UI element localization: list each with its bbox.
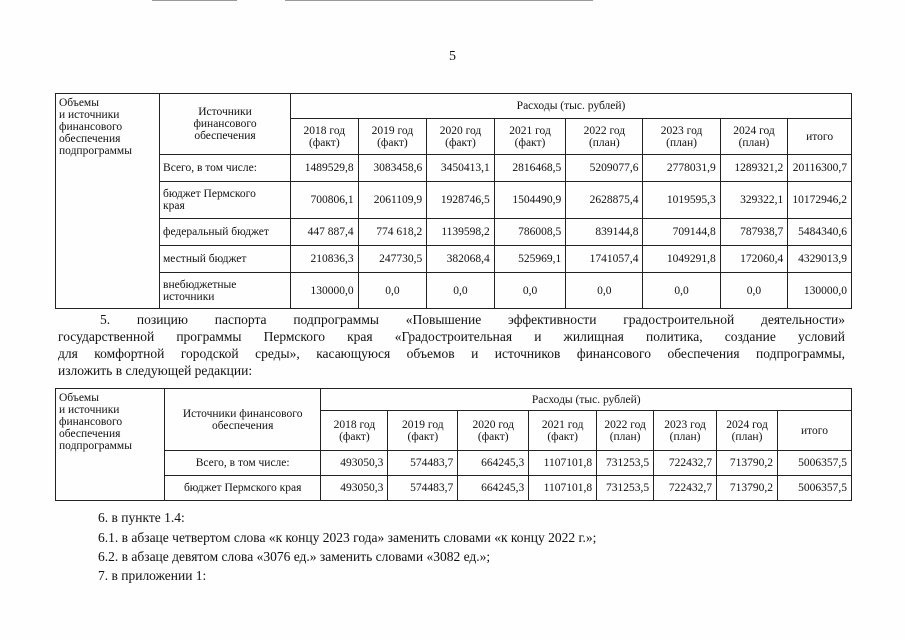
value-cell: 1504490,9 (494, 182, 565, 219)
value-cell: 1489529,8 (291, 155, 359, 182)
sources-header-line: финансового (193, 118, 257, 130)
page-number: 5 (449, 49, 456, 64)
sources-header-line: обеспечения (211, 419, 274, 432)
value-cell: 382068,4 (427, 246, 495, 273)
value-cell: 3450413,1 (427, 155, 495, 182)
table-row (56, 246, 852, 273)
table-label-line: Объемы (59, 392, 99, 404)
value-cell: 786008,5 (494, 219, 565, 246)
value-cell: 493050,3 (321, 451, 388, 476)
value-cell: 0,0 (566, 273, 643, 309)
table-label-line: и источники (59, 404, 120, 416)
row-source: внебюджетные источники (160, 273, 291, 309)
value-cell: 0,0 (643, 273, 720, 309)
value-cell: 1289321,2 (720, 155, 788, 182)
year-header: 2023 год (план) (643, 119, 720, 155)
table-row (56, 451, 852, 476)
value-cell: 5209077,6 (566, 155, 643, 182)
expenses-header: Расходы (тыс. рублей) (291, 94, 852, 119)
value-cell: 525969,1 (494, 246, 565, 273)
row-source: бюджет Пермского края (164, 476, 321, 501)
year-header: 2020 год (факт) (427, 119, 495, 155)
table-label-line: подпрограммы (59, 440, 132, 452)
year-header: 2020 год (факт) (458, 411, 529, 451)
value-cell: 1139598,2 (427, 219, 495, 246)
table-row (56, 273, 852, 309)
value-cell: 0,0 (720, 273, 788, 309)
table-label-line: обеспечения (59, 428, 121, 440)
year-header: 2021 год (факт) (494, 119, 565, 155)
total-cell: 4329013,9 (788, 246, 852, 273)
value-cell: 664245,3 (458, 451, 529, 476)
sources-header-line: обеспечения (194, 130, 256, 142)
value-cell: 2628875,4 (566, 182, 643, 219)
value-cell: 1741057,4 (566, 246, 643, 273)
year-header: 2021 год (факт) (529, 411, 597, 451)
value-cell: 722432,7 (654, 476, 717, 501)
value-cell: 574483,7 (388, 451, 458, 476)
value-cell: 172060,4 (720, 246, 788, 273)
table-row (56, 155, 852, 182)
value-cell: 0,0 (427, 273, 495, 309)
table-label-line: и источники (59, 109, 120, 121)
value-cell: 839144,8 (566, 219, 643, 246)
sources-header-line: Источники (198, 106, 252, 118)
value-cell: 130000,0 (291, 273, 359, 309)
value-cell: 713790,2 (717, 476, 778, 501)
item-6-2: 6.2. в абзаце девятом слова «3076 ед.» заменить словами «3082 ед.»; (98, 549, 491, 564)
sources-header (164, 389, 321, 451)
value-cell: 731253,5 (597, 451, 654, 476)
value-cell: 3083458,6 (358, 155, 427, 182)
paragraph-line: для комфортной городской среды», касающуюся объемов и источников финансового обеспечения подпрограммы, (58, 346, 845, 361)
year-header: 2019 год (факт) (358, 119, 427, 155)
row-source: Всего, в том числе: (160, 155, 291, 182)
value-cell: 0,0 (358, 273, 427, 309)
row-source: Всего, в том числе: (164, 451, 321, 476)
value-cell: 2061109,9 (358, 182, 427, 219)
item-6-1: 6.1. в абзаце четвертом слова «к концу 2023 года» заменить словами «к концу 2022 г.»; (98, 530, 597, 545)
item-7: 7. в приложении 1: (98, 568, 207, 583)
year-header: 2018 год (факт) (321, 411, 388, 451)
value-cell: 700806,1 (291, 182, 359, 219)
total-cell: 20116300,7 (788, 155, 852, 182)
value-cell: 709144,8 (643, 219, 720, 246)
value-cell: 210836,3 (291, 246, 359, 273)
year-header: 2022 год (план) (566, 119, 643, 155)
table-row (56, 219, 852, 246)
paragraph-5 (58, 311, 845, 379)
value-cell: 1928746,5 (427, 182, 495, 219)
table-row (56, 476, 852, 501)
row-source: федеральный бюджет (160, 219, 291, 246)
value-cell: 1049291,8 (643, 246, 720, 273)
total-cell: 5006357,5 (777, 476, 851, 501)
value-cell: 574483,7 (388, 476, 458, 501)
year-header: 2024 год (план) (720, 119, 788, 155)
total-cell: 5006357,5 (777, 451, 851, 476)
top-edge-line-right (285, 0, 593, 1)
value-cell: 1107101,8 (529, 451, 597, 476)
table-label-cell (56, 94, 160, 309)
total-header: итого (788, 119, 852, 155)
total-cell: 130000,0 (788, 273, 852, 309)
value-cell: 664245,3 (458, 476, 529, 501)
value-cell: 329322,1 (720, 182, 788, 219)
total-cell: 5484340,6 (788, 219, 852, 246)
paragraph-line: изложить в следующей редакции: (58, 363, 253, 378)
value-cell: 447 887,4 (291, 219, 359, 246)
item-6: 6. в пункте 1.4: (98, 510, 185, 525)
top-edge-line-left (152, 0, 237, 1)
value-cell: 2816468,5 (494, 155, 565, 182)
table-label-line: Объемы (59, 97, 99, 109)
value-cell: 1107101,8 (529, 476, 597, 501)
value-cell: 713790,2 (717, 451, 778, 476)
table-label-line: финансового (59, 416, 123, 428)
table-label-line: подпрограммы (59, 145, 132, 157)
table-label-line: финансового (59, 121, 123, 133)
funding-table-1 (55, 93, 852, 309)
year-header: 2019 год (факт) (388, 411, 458, 451)
row-source: местный бюджет (160, 246, 291, 273)
value-cell: 0,0 (494, 273, 565, 309)
table-row (56, 182, 852, 219)
table-label-cell (56, 389, 165, 501)
sources-header-line: Источники финансового (182, 407, 303, 420)
paragraph-line: государственной программы Пермского края «Градостроительная и жилищная политика, создание условий (58, 329, 845, 344)
value-cell: 774 618,2 (358, 219, 427, 246)
table-label-line: обеспечения (59, 133, 121, 145)
row-source: бюджет Пермского края (160, 182, 291, 219)
value-cell: 722432,7 (654, 451, 717, 476)
paragraph-line: 5. позицию паспорта подпрограммы «Повышение эффективности градостроительной деятельности» (100, 312, 845, 327)
funding-table-2 (55, 388, 852, 501)
year-header: 2018 год (факт) (291, 119, 359, 155)
sources-header (160, 94, 291, 155)
total-cell: 10172946,2 (788, 182, 852, 219)
value-cell: 1019595,3 (643, 182, 720, 219)
value-cell: 731253,5 (597, 476, 654, 501)
value-cell: 493050,3 (321, 476, 388, 501)
year-header: 2024 год (план) (717, 411, 778, 451)
year-header: 2022 год (план) (597, 411, 654, 451)
value-cell: 247730,5 (358, 246, 427, 273)
year-header: 2023 год (план) (654, 411, 717, 451)
total-header: итого (777, 411, 851, 451)
value-cell: 2778031,9 (643, 155, 720, 182)
expenses-header: Расходы (тыс. рублей) (321, 389, 852, 411)
value-cell: 787938,7 (720, 219, 788, 246)
